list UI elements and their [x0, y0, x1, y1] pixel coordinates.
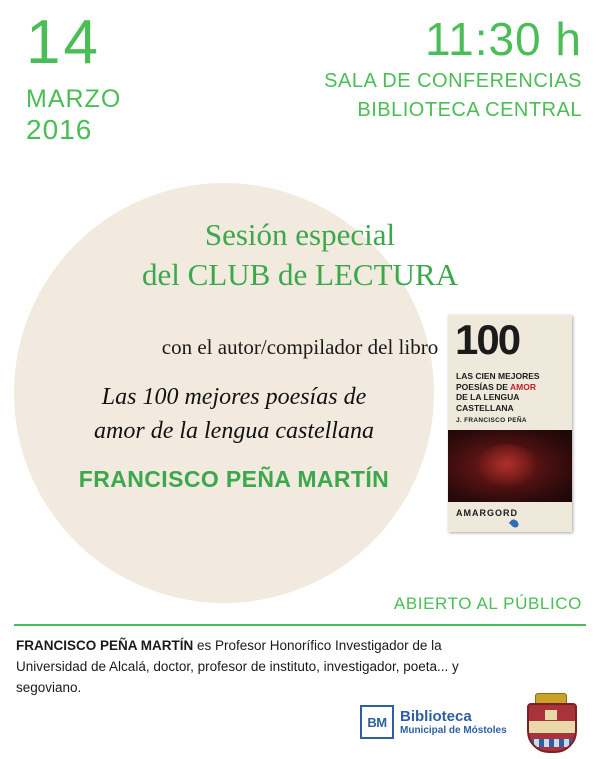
book-cover-number: 100: [455, 316, 520, 363]
event-time: 11:30 h: [424, 13, 582, 65]
date-day: 14: [26, 8, 101, 77]
venue-room: SALA DE CONFERENCIAS: [324, 70, 582, 92]
book-title-line-2: amor de la lengua castellana: [94, 418, 374, 445]
city-coat-of-arms-icon: [523, 693, 577, 753]
author-name: FRANCISCO PEÑA MARTÍN: [78, 466, 390, 492]
event-time-venue: [324, 13, 582, 121]
headline-line-1: Sesión especial: [204, 217, 396, 252]
crest-tower: [545, 710, 557, 720]
venue-building: BIBLIOTECA CENTRAL: [357, 99, 582, 121]
book-cover-image: [448, 315, 572, 532]
library-logo: [360, 705, 507, 739]
crest-shield: [527, 703, 577, 753]
date-month: MARZO: [26, 84, 122, 113]
headline-line-2: del CLUB de LECTURA: [142, 257, 458, 292]
book-title-line-1: Las 100 mejores poesías de: [101, 384, 367, 410]
crest-band: [529, 721, 575, 733]
library-logo-mark: BM: [360, 705, 394, 739]
event-date: [26, 8, 122, 145]
library-logo-text: [400, 708, 507, 737]
event-subtitle: con el autor/compilador del libro: [161, 335, 439, 359]
book-cover-subtitle-line-2: [456, 382, 564, 393]
book-cover-publisher: AMARGORD: [456, 508, 518, 518]
book-cover-subtitle-line-1: LAS CIEN MEJORES: [456, 371, 540, 381]
divider: [14, 624, 586, 626]
book-cover-subtitle-line-4: CASTELLANA: [456, 402, 514, 413]
author-bio-text: es Profesor Honorífico Investigador de la Universidad de Alcalá, doctor, profesor de instituto, investigador, poeta... y segoviano.: [16, 638, 459, 695]
crest-wave: [529, 739, 575, 747]
open-to-public-note: ABIERTO AL PÚBLICO: [393, 594, 582, 613]
book-cover-subtitle: [456, 371, 564, 414]
library-logo-line-2: Municipal de Móstoles: [400, 724, 507, 736]
author-bio: [16, 636, 516, 699]
book-cover-subtitle-line-2a: POESÍAS DE: [456, 381, 511, 392]
book-title: [36, 380, 432, 448]
book-cover-subtitle-amor: AMOR: [510, 381, 536, 392]
book-cover-author: J. FRANCISCO PEÑA: [456, 417, 527, 424]
book-cover-artwork: [448, 430, 572, 502]
date-year: 2016: [26, 113, 93, 145]
author-bio-name: FRANCISCO PEÑA MARTÍN: [16, 638, 194, 653]
library-logo-line-1: Biblioteca: [400, 707, 472, 725]
book-cover-subtitle-line-3: DE LA LENGUA: [456, 392, 520, 403]
